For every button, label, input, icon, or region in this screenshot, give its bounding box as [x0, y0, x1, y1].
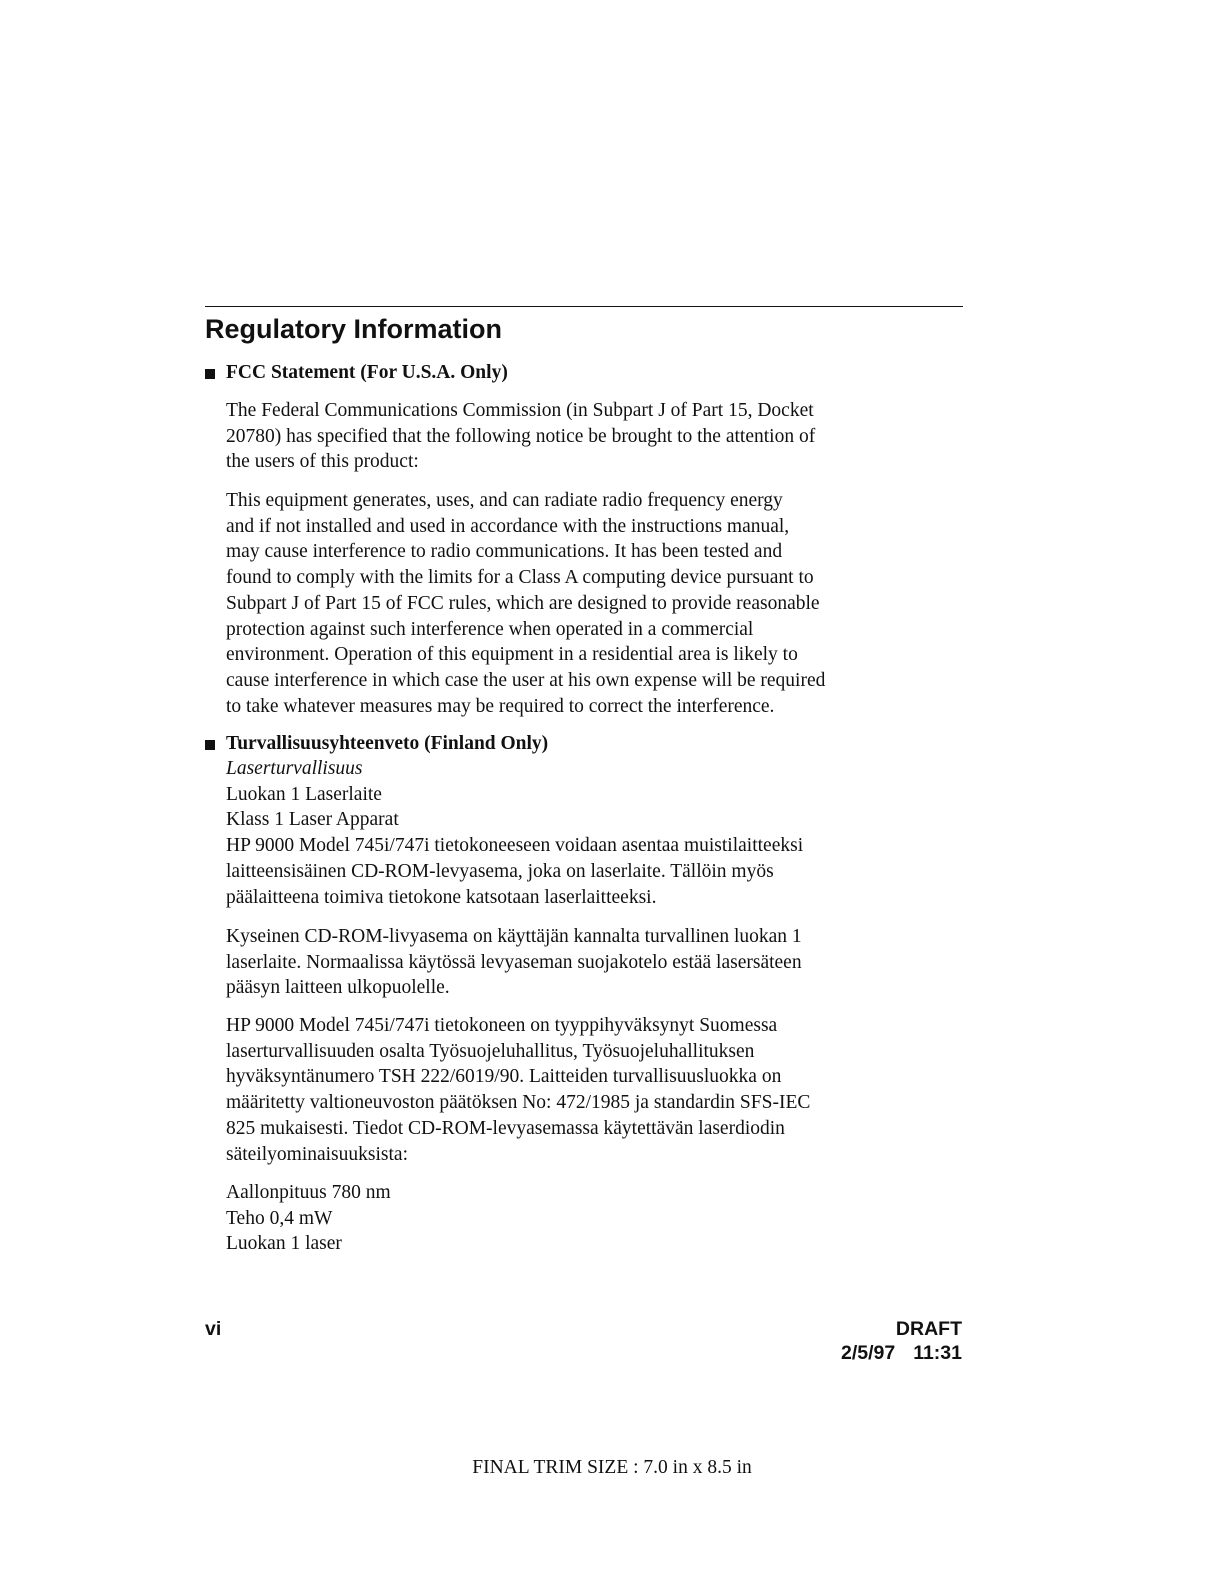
finland-line: Luokan 1 laser: [226, 1233, 342, 1255]
finland-paragraph-1: [226, 756, 961, 910]
finland-paragraph-3: [226, 1013, 961, 1167]
finland-line: HP 9000 Model 745i/747i tietokoneen on tyyppihyväksynyt Suomessa: [226, 1015, 778, 1036]
fcc-notice-line: This equipment generates, uses, and can radiate radio frequency energy: [226, 490, 783, 511]
fcc-heading: FCC Statement (For U.S.A. Only): [226, 362, 508, 383]
draft-label: DRAFT: [895, 1318, 962, 1340]
finland-line: säteilyominaisuuksista:: [226, 1143, 408, 1165]
finland-line: päälaitteena toimiva tietokone katsotaan laserlaitteeksi.: [226, 886, 657, 908]
finland-line: 825 mukaisesti. Tiedot CD-ROM-levyasemassa käytettävän laserdiodin: [226, 1117, 785, 1139]
fcc-notice-line: cause interference in which case the user at his own expense will be required: [226, 669, 826, 691]
header-rule: [205, 306, 963, 307]
finland-line: laserturvallisuuden osalta Työsuojeluhallitus, Työsuojeluhallituksen: [226, 1040, 755, 1062]
finland-line: Klass 1 Laser Apparat: [226, 809, 399, 831]
draft-time: 11:31: [913, 1342, 962, 1364]
finland-line: laitteensisäinen CD-ROM-levyasema, joka on laserlaite. Tällöin myös: [226, 860, 774, 882]
finland-line: Aallonpituus 780 nm: [226, 1182, 391, 1203]
finland-line: HP 9000 Model 745i/747i tietokoneeseen voidaan asentaa muistilaitteeksi: [226, 835, 804, 857]
finland-line: Luokan 1 Laserlaite: [226, 783, 382, 805]
finland-subheading: Laserturvallisuus: [226, 758, 363, 779]
page-number: vi: [205, 1318, 222, 1340]
finland-line: hyväksyntänumero TSH 222/6019/90. Laitteiden turvallisuusluokka on: [226, 1066, 782, 1088]
fcc-notice-line: and if not installed and used in accordance with the instructions manual,: [226, 515, 790, 537]
finland-line: Teho 0,4 mW: [226, 1207, 333, 1229]
fcc-notice-line: may cause interference to radio communications. It has been tested and: [226, 541, 783, 563]
finland-heading: Turvallisuusyhteenveto (Finland Only): [226, 733, 549, 754]
finland-line: pääsyn laitteen ulkopuolelle.: [226, 977, 450, 999]
fcc-notice-line: environment. Operation of this equipment in a residential area is likely to: [226, 644, 798, 666]
draft-timestamp: [841, 1341, 962, 1365]
fcc-intro-line: 20780) has specified that the following notice be brought to the attention of: [226, 425, 816, 447]
bullet-fcc: [205, 369, 215, 379]
draft-stamp: [841, 1317, 962, 1365]
finland-line: määritetty valtioneuvoston päätöksen No: 472/1985 ja standardin SFS-IEC: [226, 1092, 811, 1114]
finland-line: laserlaite. Normaalissa käytössä levyaseman suojakotelo estää lasersäteen: [226, 951, 802, 973]
fcc-intro-line: the users of this product:: [226, 451, 419, 473]
draft-date: 2/5/97: [840, 1342, 896, 1364]
fcc-notice-line: protection against such interference when operated in a commercial: [226, 618, 754, 640]
fcc-notice-line: found to comply with the limits for a Class A computing device pursuant to: [226, 567, 814, 589]
finland-line: Kyseinen CD-ROM-livyasema on käyttäjän kannalta turvallinen luokan 1: [226, 926, 802, 947]
finland-paragraph-4: [226, 1180, 961, 1257]
bullet-finland: [205, 740, 215, 750]
fcc-intro-paragraph: [226, 398, 961, 475]
fcc-notice-line: Subpart J of Part 15 of FCC rules, which are designed to provide reasonable: [226, 592, 820, 614]
fcc-notice-line: to take whatever measures may be required to correct the interference.: [226, 695, 775, 717]
fcc-notice-paragraph: [226, 488, 961, 719]
finland-paragraph-2: [226, 924, 961, 1001]
trim-size-note: FINAL TRIM SIZE : 7.0 in x 8.5 in: [472, 1457, 752, 1478]
fcc-intro-line: The Federal Communications Commission (in Subpart J of Part 15, Docket: [226, 400, 814, 421]
page-title: Regulatory Information: [205, 314, 503, 344]
